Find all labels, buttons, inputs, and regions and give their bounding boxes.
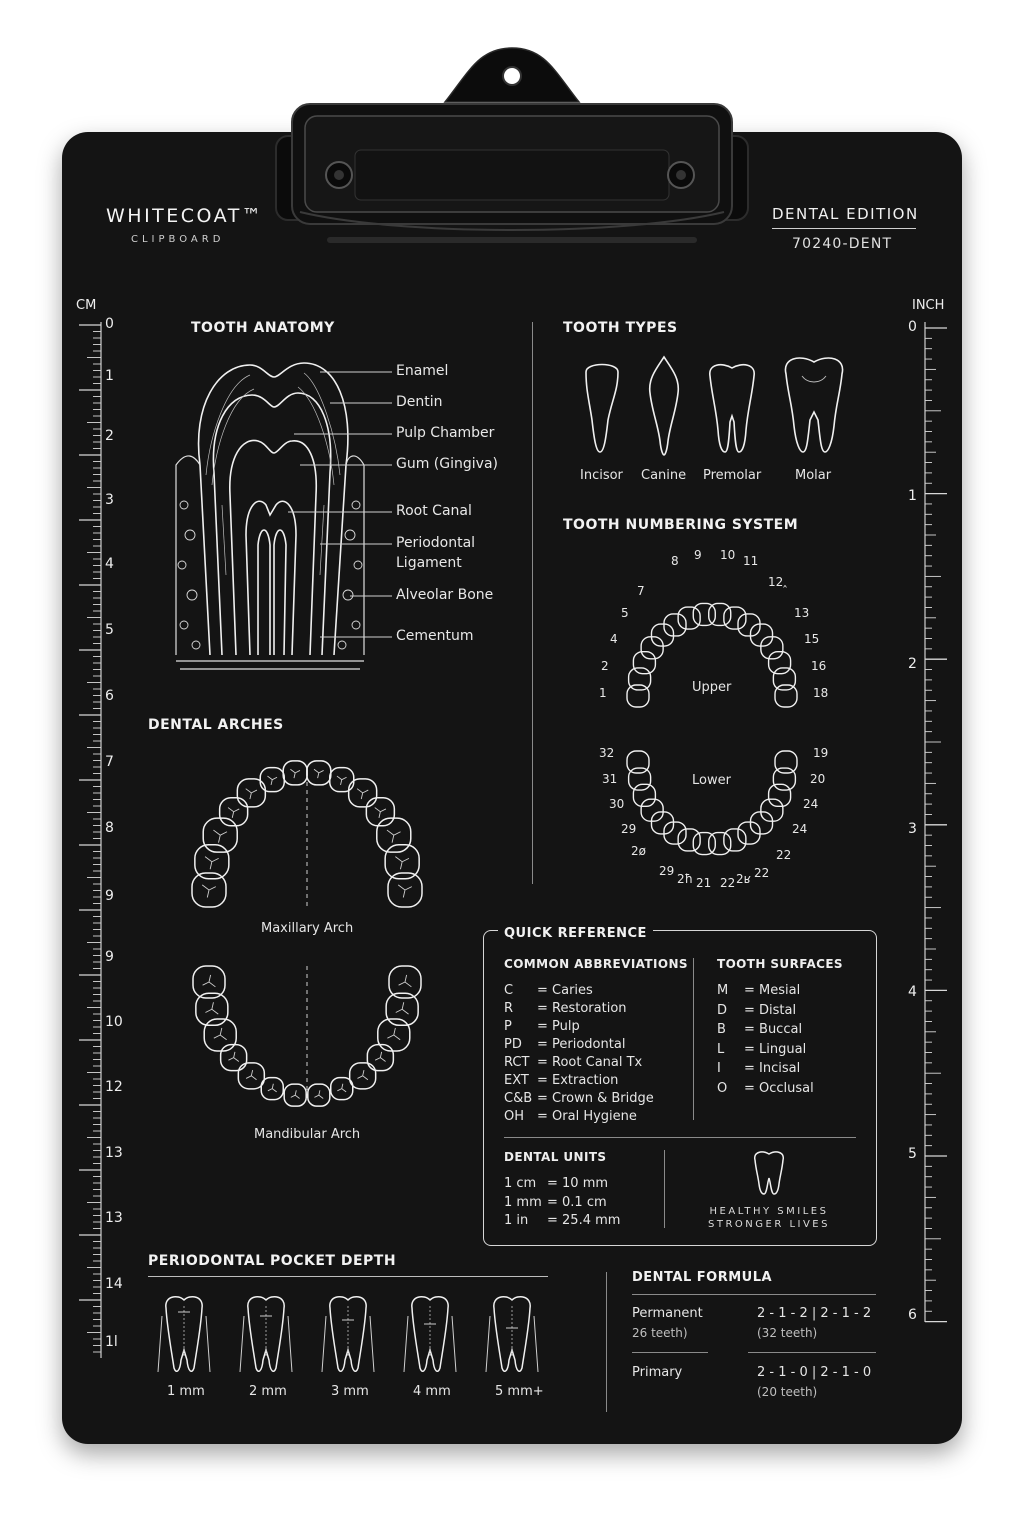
tooth-number: 24 xyxy=(803,797,819,811)
tooth-number: 22 xyxy=(776,848,792,862)
tooth-number: 2 xyxy=(601,659,609,673)
pocket-depth-label: 1 mm xyxy=(167,1384,205,1399)
ruler-left-label: 12 xyxy=(105,1079,123,1095)
abbreviation-value: = Extraction xyxy=(537,1073,619,1088)
maxillary-arch-label: Maxillary Arch xyxy=(261,921,354,936)
ruler-left-label: 4 xyxy=(105,556,114,572)
tooth-number: 20 xyxy=(810,772,826,786)
ruler-right-label: 2 xyxy=(908,656,917,672)
formula-permanent-count: (32 teeth) xyxy=(757,1326,818,1340)
formula-permanent-value: 2 - 1 - 2 | 2 - 1 - 2 xyxy=(757,1306,872,1321)
formula-primary-label: Primary xyxy=(632,1365,683,1380)
surface-value: = Distal xyxy=(744,1002,797,1018)
pocket-depth-label: 3 mm xyxy=(331,1384,369,1399)
ruler-left-label: 13 xyxy=(105,1210,123,1226)
ruler-left-label: 13 xyxy=(105,1145,123,1161)
abbreviation-key: RCT xyxy=(504,1055,530,1070)
edition-title: DENTAL EDITION xyxy=(772,205,919,223)
pocket-depth-label: 2 mm xyxy=(249,1384,287,1399)
unit-key: 1 mm xyxy=(504,1194,542,1210)
surface-value: = Lingual xyxy=(744,1041,807,1057)
brand-subtitle: CLIPBOARD xyxy=(131,234,225,245)
type-label-premolar: Premolar xyxy=(703,468,762,483)
unit-value: = 10 mm xyxy=(547,1176,609,1191)
anatomy-label-cementum: Cementum xyxy=(396,628,474,644)
abbreviation-key: R xyxy=(504,1001,514,1016)
surface-key: D xyxy=(717,1002,728,1018)
abbreviation-key: C xyxy=(504,983,514,998)
abbreviation-value: = Oral Hygiene xyxy=(537,1109,637,1124)
type-label-incisor: Incisor xyxy=(580,468,623,483)
tooth-number: 21 xyxy=(696,876,712,890)
tooth-number: 2ø xyxy=(631,844,646,858)
ruler-left-unit: CM xyxy=(76,298,97,313)
ruler-right-label: 6 xyxy=(908,1307,917,1323)
unit-key: 1 cm xyxy=(504,1176,537,1191)
formula-title-rule xyxy=(632,1294,876,1295)
anatomy-label-gum: Gum (Gingiva) xyxy=(396,456,498,472)
pocket-tooth-icon xyxy=(322,1297,374,1372)
tooth-number: 9 xyxy=(694,548,702,562)
abbreviation-key: C&B xyxy=(504,1091,533,1106)
surface-key: L xyxy=(717,1041,725,1057)
abbreviation-key: EXT xyxy=(504,1073,529,1088)
abbreviation-key: PD xyxy=(504,1037,522,1052)
ruler-left-label: 7 xyxy=(105,754,114,770)
tooth-number: 12 xyxy=(768,575,784,589)
unit-key: 1 in xyxy=(504,1213,529,1228)
tooth-number: ˆ xyxy=(782,584,788,598)
edition-code: 70240-DENT xyxy=(792,236,893,252)
anatomy-label-alveolar-bone: Alveolar Bone xyxy=(396,587,494,603)
surface-value: = Buccal xyxy=(744,1022,803,1037)
anatomy-label-root-canal: Root Canal xyxy=(396,503,472,519)
ruler-right-label: 0 xyxy=(908,319,917,335)
types-title: TOOTH TYPES xyxy=(563,320,678,336)
formula-row-rule-left xyxy=(632,1352,708,1353)
surface-key: B xyxy=(717,1022,726,1037)
tooth-number: 22 xyxy=(754,866,770,880)
unit-value: = 0.1 cm xyxy=(547,1194,607,1210)
abbreviation-value: = Pulp xyxy=(537,1019,580,1034)
tooth-number: 10 xyxy=(720,548,736,562)
tooth-number: 19 xyxy=(813,746,829,760)
abbreviation-value: = Periodontal xyxy=(537,1037,626,1052)
numbering-lower-label: Lower xyxy=(692,773,731,788)
ruler-right-unit: INCH xyxy=(912,298,945,313)
ruler-left-label: 1 xyxy=(105,368,114,384)
ruler-left-label: 9 xyxy=(105,949,114,965)
formula-primary-value: 2 - 1 - 0 | 2 - 1 - 0 xyxy=(757,1365,872,1380)
abbreviation-value: = Restoration xyxy=(537,1001,627,1016)
ruler-left-label: 8 xyxy=(105,820,114,836)
type-label-canine: Canine xyxy=(641,468,687,483)
tooth-number: 29 xyxy=(621,822,637,836)
pocket-tooth-icon xyxy=(240,1297,292,1372)
ruler-right-label: 3 xyxy=(908,821,917,837)
anatomy-label-ligament: Ligament xyxy=(396,555,462,571)
tooth-number: 2ħ xyxy=(677,872,693,886)
arches-title: DENTAL ARCHES xyxy=(148,717,284,733)
tooth-number: 7 xyxy=(637,584,645,598)
pocket-title: PERIODONTAL POCKET DEPTH xyxy=(148,1253,397,1269)
mandibular-arch-label: Mandibular Arch xyxy=(254,1127,361,1142)
quick-reference-title: QUICK REFERENCE xyxy=(498,926,653,941)
abbreviation-value: = Crown & Bridge xyxy=(537,1091,654,1106)
abbreviation-key: P xyxy=(504,1019,512,1034)
formula-title: DENTAL FORMULA xyxy=(632,1270,773,1285)
unit-value: = 25.4 mm xyxy=(547,1213,621,1228)
formula-permanent-note: 26 teeth) xyxy=(632,1326,688,1340)
surface-value: = Incisal xyxy=(744,1061,801,1076)
formula-primary-count: (20 teeth) xyxy=(757,1385,818,1399)
ruler-left-label: 9 xyxy=(105,888,114,904)
abbreviation-value: = Caries xyxy=(537,983,593,998)
tooth-number: 2ʁ xyxy=(736,872,751,886)
ruler-left-label: 14 xyxy=(105,1276,123,1292)
pocket-tooth-icon xyxy=(486,1297,538,1372)
ruler-right-label: 1 xyxy=(908,488,917,504)
tooth-number: 18 xyxy=(813,686,829,700)
anatomy-label-enamel: Enamel xyxy=(396,363,449,379)
type-label-molar: Molar xyxy=(795,468,832,483)
surface-key: I xyxy=(717,1061,721,1076)
tooth-number: 1 xyxy=(599,686,607,700)
tooth-number: 31 xyxy=(602,772,618,786)
tagline-line2: STRONGER LIVES xyxy=(708,1219,830,1230)
formula-row-rule-right xyxy=(748,1352,876,1353)
numbering-upper-label: Upper xyxy=(692,680,732,695)
pocket-depth-label: 4 mm xyxy=(413,1384,451,1399)
surface-key: M xyxy=(717,983,729,998)
brand-wordmark: WHITECOAT™ xyxy=(106,205,264,227)
tooth-number: 24 xyxy=(792,822,808,836)
pocket-depth-label: 5 mm+ xyxy=(495,1384,544,1399)
tooth-number: 13 xyxy=(794,606,810,620)
tooth-number: 5 xyxy=(621,606,629,620)
tooth-number: 32 xyxy=(599,746,615,760)
tooth-number: 22 xyxy=(720,876,736,890)
ruler-left-label: 1l xyxy=(105,1334,118,1350)
pocket-tooth-icon xyxy=(404,1297,456,1372)
ruler-left-label: 3 xyxy=(105,492,114,508)
ruler-left-label: 5 xyxy=(105,622,114,638)
abbreviations-title: COMMON ABBREVIATIONS xyxy=(504,957,688,971)
ruler-left-label: 2 xyxy=(105,428,114,444)
pocket-tooth-icon xyxy=(158,1297,210,1372)
surfaces-title: TOOTH SURFACES xyxy=(717,957,843,971)
ruler-left-label: 6 xyxy=(105,688,114,704)
surface-value: = Mesial xyxy=(744,983,801,998)
tooth-number: 29 xyxy=(659,864,675,878)
ruler-right-label: 4 xyxy=(908,984,917,1000)
tagline-line1: HEALTHY SMILES xyxy=(709,1206,829,1217)
tooth-number: 4 xyxy=(610,632,618,646)
ruler-right-label: 5 xyxy=(908,1146,917,1162)
tooth-number: 11 xyxy=(743,554,759,568)
formula-permanent-label: Permanent xyxy=(632,1306,703,1321)
tooth-number: 30 xyxy=(609,797,625,811)
units-title: DENTAL UNITS xyxy=(504,1150,607,1164)
anatomy-title: TOOTH ANATOMY xyxy=(191,320,335,336)
surface-value: = Occlusal xyxy=(744,1080,814,1096)
ruler-left-label: 10 xyxy=(105,1014,123,1030)
surface-key: O xyxy=(717,1080,728,1096)
anatomy-label-pulp-chamber: Pulp Chamber xyxy=(396,425,495,441)
anatomy-label-dentin: Dentin xyxy=(396,394,443,410)
tooth-number: 16 xyxy=(811,659,827,673)
formula-divider-vertical xyxy=(606,1272,607,1412)
abbreviation-value: = Root Canal Tx xyxy=(537,1055,643,1070)
ruler-left-label: 0 xyxy=(105,316,114,332)
abbreviation-key: OH xyxy=(504,1109,525,1124)
numbering-title: TOOTH NUMBERING SYSTEM xyxy=(563,517,799,533)
tooth-number: 15 xyxy=(804,632,820,646)
anatomy-label-periodontal: Periodontal xyxy=(396,535,476,551)
tooth-number: 8 xyxy=(671,554,679,568)
